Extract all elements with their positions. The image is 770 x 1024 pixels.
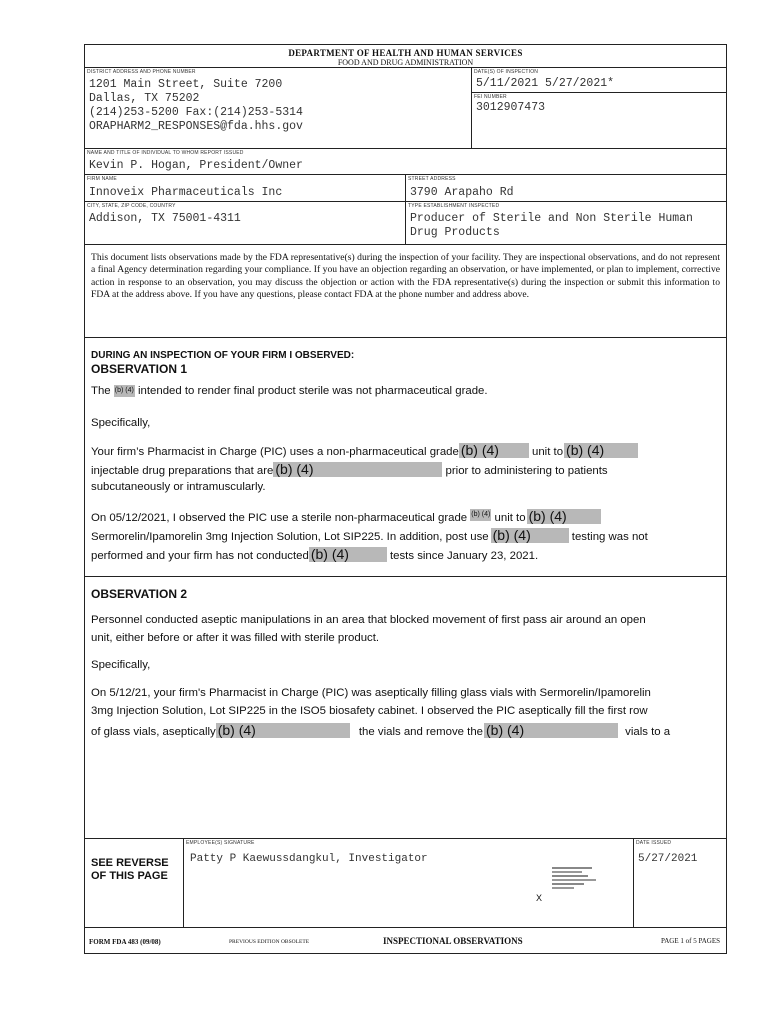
district-line: Dallas, TX 75202: [89, 92, 200, 105]
district-email: ORAPHARM2_RESPONSES@fda.hhs.gov: [89, 120, 303, 133]
redaction-box: (b) (4): [309, 547, 387, 562]
see-reverse-text: OF THIS PAGE: [91, 870, 168, 882]
obs1-line: On 05/12/2021, I observed the PIC use a sterile non-pharmaceutical grade (b) (4) unit to (b) (4): [91, 509, 601, 524]
obs2-line: unit, either before or after it was filled with sterile product.: [91, 632, 380, 644]
district-line: (214)253-5200 Fax:(214)253-5314: [89, 106, 303, 119]
page-number: PAGE 1 of 5 PAGES: [661, 937, 720, 945]
obs1-line: subcutaneously or intramuscularly.: [91, 481, 266, 493]
city-label: CITY, STATE, ZIP CODE, COUNTRY: [87, 203, 176, 209]
observations-body: [85, 338, 726, 824]
city-row: [85, 202, 726, 245]
obs1-line: Sermorelin/Ipamorelin 3mg Injection Solution, Lot SIP225. In addition, post use (b) (4) testing was not: [91, 527, 648, 543]
observation-divider: [85, 576, 726, 577]
department-title: DEPARTMENT OF HEALTH AND HUMAN SERVICES: [288, 48, 523, 58]
street-label: STREET ADDRESS: [408, 176, 456, 182]
date-issued: 5/27/2021: [638, 853, 698, 865]
employee-name: Patty P Kaewussdangkul, Investigator: [190, 853, 428, 865]
form-header: [85, 45, 726, 68]
obs2-line: On 5/12/21, your firm's Pharmacist in Charge (PIC) was aseptically filling glass vials with Sermorelin/Ipamorelin: [91, 687, 651, 699]
redaction-box: (b) (4): [216, 723, 350, 738]
see-reverse-text: SEE REVERSE: [91, 857, 169, 869]
fda-483-form: [84, 44, 727, 954]
street-address: 3790 Arapaho Rd: [410, 186, 514, 199]
signature-row: [85, 838, 726, 928]
form-number: FORM FDA 483 (09/08): [89, 938, 161, 946]
signature-x-mark: X: [536, 893, 543, 903]
obs1-line: The (b) (4) intended to render final product sterile was not pharmaceutical grade.: [91, 385, 488, 397]
observation-2-title: OBSERVATION 2: [91, 587, 188, 601]
digital-signature-stamp: [552, 865, 598, 895]
agency-title: FOOD AND DRUG ADMINISTRATION: [337, 58, 474, 67]
redaction-box: (b) (4): [564, 443, 638, 458]
firm-row: [85, 175, 726, 202]
redaction-box: (b) (4): [114, 385, 135, 397]
redaction-box: (b) (4): [527, 509, 601, 524]
fei-number: 3012907473: [476, 101, 546, 114]
district-row: [85, 68, 726, 149]
employee-signature-label: EMPLOYEE(S) SIGNATURE: [186, 840, 255, 846]
intro-text: This document lists observations made by the FDA representative(s) during the inspection of your facility. They are inspectional observations, and do not represent a final Agency determination regarding your compliance. If you have an objection regarding an observation, or have implemented, or plan to implement, corrective action in response to an observation, you may discuss the objection or action with the FDA representative(s) during the inspection or submit this information to FDA at the address above. If you have any questions, please contact FDA at the phone number and address above.: [91, 252, 720, 300]
observation-heading: DURING AN INSPECTION OF YOUR FIRM I OBSERVED:: [91, 350, 355, 361]
obs1-line: performed and your firm has not conducted (b) (4) tests since January 23, 2021.: [91, 546, 539, 562]
obs2-line: Personnel conducted aseptic manipulations in an area that blocked movement of first pass air around an open: [91, 614, 646, 626]
footer-title: INSPECTIONAL OBSERVATIONS: [383, 936, 523, 946]
date-issued-label: DATE ISSUED: [636, 840, 672, 846]
redaction-box: (b) (4): [470, 509, 491, 521]
dates-label: DATE(S) OF INSPECTION: [474, 69, 539, 75]
est-type-line: Producer of Sterile and Non Sterile Human: [410, 212, 693, 225]
est-type-line: Drug Products: [410, 226, 500, 239]
dates-cell: [471, 68, 726, 148]
obs2-line: 3mg Injection Solution, Lot SIP225 in the ISO5 biosafety cabinet. I observed the PIC aseptically fill the first row: [91, 705, 648, 717]
redaction-box: (b) (4): [459, 443, 529, 458]
obs2-line: of glass vials, aseptically (b) (4) the vials and remove the (b) (4) vials to a: [91, 722, 671, 738]
city-value: Addison, TX 75001-4311: [89, 212, 241, 225]
inspection-dates: 5/11/2021 5/27/2021*: [476, 77, 615, 90]
district-label: DISTRICT ADDRESS AND PHONE NUMBER: [87, 69, 196, 75]
recipient-label: NAME AND TITLE OF INDIVIDUAL TO WHOM REPORT ISSUED: [87, 150, 244, 156]
previous-edition-note: PREVIOUS EDITION OBSOLETE: [229, 939, 310, 945]
redaction-box: (b) (4): [273, 462, 442, 477]
intro-row: [85, 245, 726, 338]
firm-label: FIRM NAME: [87, 176, 117, 182]
fei-label: FEI NUMBER: [474, 94, 507, 100]
district-line: 1201 Main Street, Suite 7200: [89, 78, 283, 91]
recipient-name: Kevin P. Hogan, President/Owner: [89, 159, 303, 172]
obs1-specifically: Specifically,: [91, 417, 151, 429]
obs2-specifically: Specifically,: [91, 659, 151, 671]
redaction-box: (b) (4): [484, 723, 618, 738]
form-footer: [85, 931, 726, 953]
district-cell: [85, 68, 471, 148]
recipient-row: [85, 149, 726, 175]
observation-1-title: OBSERVATION 1: [91, 362, 188, 376]
redaction-box: (b) (4): [491, 528, 569, 543]
obs1-line: Your firm’s Pharmacist in Charge (PIC) uses a non-pharmaceutical grade (b) (4) unit to (b) (4): [91, 443, 638, 458]
obs1-line: injectable drug preparations that are (b) (4) prior to administering to patients: [91, 461, 608, 477]
firm-name: Innoveix Pharmaceuticals Inc: [89, 186, 283, 199]
est-type-label: TYPE ESTABLISHMENT INSPECTED: [408, 203, 500, 209]
